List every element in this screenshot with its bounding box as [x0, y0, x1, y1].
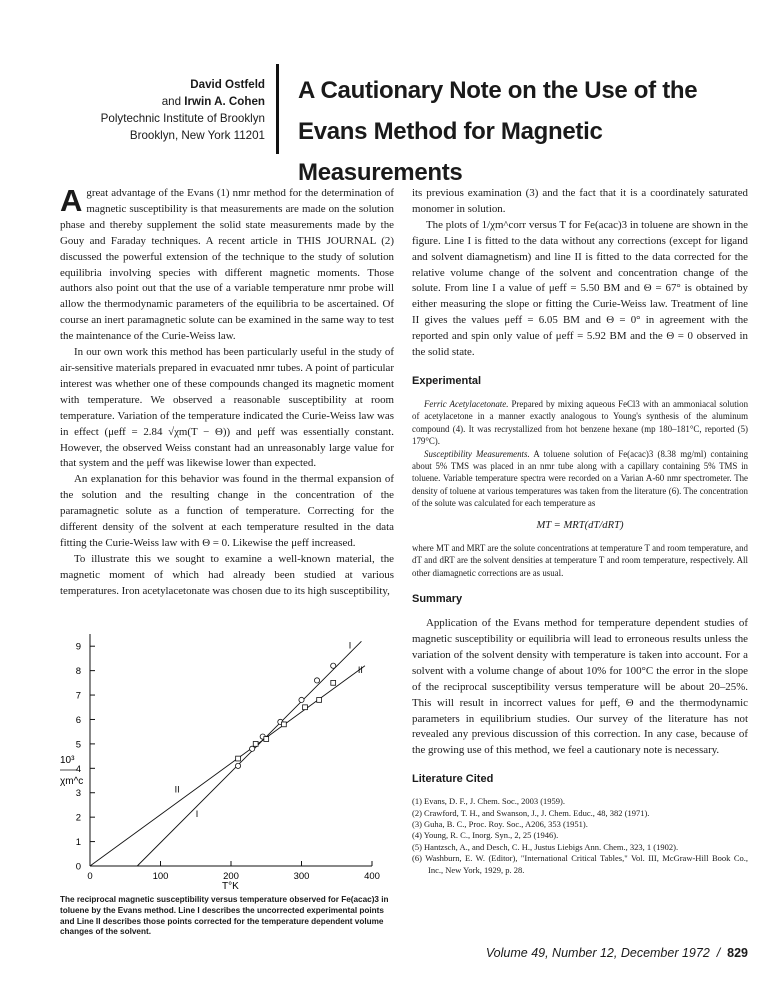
data-point-II — [264, 737, 269, 742]
y-tick-label: 8 — [75, 666, 81, 678]
y-tick-label: 6 — [75, 714, 81, 726]
x-axis-label: T°K — [222, 881, 239, 892]
series-line-I — [137, 641, 361, 866]
reference-item: (3) Guha, B. C., Proc. Roy. Soc., A206, 353 (1951). — [412, 818, 588, 829]
y-tick-label: 0 — [75, 861, 81, 873]
experimental-text — [412, 398, 748, 579]
affiliation-1: Polytechnic Institute of Brooklyn — [100, 112, 265, 125]
paragraph-3: An explanation for this behavior was found in the thermal expansion of the solution and the resulting change in the concentration of the paramagnetic solute as a function of temperature. Correcting for the different density of the solvent at each temperature resulted in the data fitting the Curie-Weiss law with Θ = 0. Likewise the μeff increased. — [60, 473, 394, 549]
article-title — [298, 70, 748, 193]
title-line-1: A Cautionary Note on the Use of the — [298, 77, 698, 104]
data-point-I — [250, 746, 255, 751]
data-point-II — [236, 756, 241, 761]
paragraph-4: To illustrate this we sought to examine a well-known material, the magnetic moment of which had already been studied at various temperatures. Iron acetylacetonate was chosen due to its high susceptibility, — [60, 552, 394, 597]
data-point-II — [331, 680, 336, 685]
right-paragraph-1: its previous examination (3) and the fact that it is a coordinately saturated monomer in solution. — [412, 187, 748, 215]
line-label: II — [174, 784, 180, 795]
y-tick-label: 5 — [75, 739, 81, 751]
data-point-II — [281, 722, 286, 727]
y-tick-label: 2 — [75, 812, 81, 824]
y-axis-label-bottom: χm^c — [60, 776, 84, 787]
title-line-2: Evans Method for Magnetic Measurements — [298, 118, 603, 186]
section-literature: Literature Cited — [412, 773, 494, 786]
reference-list — [412, 796, 748, 876]
intro-paragraph — [60, 183, 394, 345]
reference-item: (1) Evans, D. F., J. Chem. Soc., 2003 (1959). — [412, 796, 566, 807]
x-tick-label: 100 — [152, 871, 169, 882]
reference-item: (2) Crawford, T. H., and Swanson, J., J. Chem. Educ., 48, 382 (1971). — [412, 807, 650, 818]
section-experimental: Experimental — [412, 374, 482, 387]
data-point-I — [331, 663, 336, 668]
paragraph-1: great advantage of the Evans (1) nmr method for the determination of magnetic susceptibility is that measurements are made on the solution phase and thereby supplement the solid state measurements made by the Gouy and Faraday techniques. A recent article in THIS JOURNAL (2) discussed the powerful extension of the technique to the study of solution equilibria involving species with different magnetic moments. Those authors also point out that the use of a variable temperature nmr probe will allow the thermodynamic parameters of the equilibria to be ascertained. Of course an inert paramagnetic solute can be examined in the same way to test the maintenance of the Curie-Weiss law. — [60, 187, 394, 343]
x-tick-label: 0 — [87, 871, 93, 882]
exp-head-1: Ferric Acetylacetonate. — [424, 398, 509, 409]
figure-ticks — [76, 642, 380, 882]
title-divider — [276, 64, 279, 154]
data-point-I — [299, 697, 304, 702]
and-word: and — [161, 95, 182, 108]
affiliation-2: Brooklyn, New York 11201 — [129, 129, 265, 142]
exp-paragraph-3: where MT and MRT are the solute concentrations at temperature T and room temperature, and dT and dRT are the solvent densities at temperature T and room temperature, respectively. All other diamagnetic corrections are as usual. — [412, 542, 748, 578]
summary-paragraph: Application of the Evans method for temperature dependent studies of magnetic susceptibility or equilibria will lead to erroneous results unless the variation of the solvent density with temperature is taken into account. For a solvent with a volume change of about 10% for 100°C the error in the slope of the reciprocal susceptibility versus temperature will be about 20–25%. This will result in incorrect values for μeff, Θ and the thermodynamic parameters in equilibrium studies. Our survey of the literature has not revealed any previous discussion of this correction. In any case, because of the growing use of this method, we feel a cautionary note is necessary. — [412, 617, 748, 757]
y-axis-label-top: 10³ — [60, 755, 75, 766]
section-summary: Summary — [412, 593, 463, 606]
author-2: Irwin A. Cohen — [184, 95, 265, 108]
y-tick-label: 4 — [75, 763, 81, 775]
data-point-I — [314, 678, 319, 683]
page-footer: Volume 49, Number 12, December 1972 / 829 — [485, 946, 748, 960]
series-line-II — [90, 666, 365, 866]
right-column — [412, 186, 748, 876]
reference-item: (4) Young, R. C., Inorg. Syn., 2, 25 (1946). — [412, 830, 559, 841]
equation: MT = MRT(dT/dRT) — [536, 519, 624, 531]
reference-item: (5) Hantzsch, A., and Desch, C. H., Justus Liebigs Ann. Chem., 323, 1 (1902). — [412, 841, 679, 852]
exp-paragraph-2: A toluene solution of Fe(acac)3 (8.38 mg/ml) containing about 5% TMS was placed in an nmr tube along with a capillary containing 5% TMS in toluene. Variable temperature spectra were recorded on a Varian A-60 nmr spectrometer. The density of toluene at various temperatures was taken from the literature (6). The concentration of the solute was calculated for each temperature as — [412, 448, 749, 509]
susceptibility-figure — [56, 630, 396, 892]
paragraph-2: In our own work this method has been particularly useful in the study of air-sensitive materials prepared in evacuated nmr tubes. A point of particular interest was whether one of these compounds changed its magnetic moment with temperature. We observed a reasonable susceptibility at room temperature. Variation of the temperature indicated the Curie-Weiss law was in effect (μeff = 2.84 √χm(T − Θ)) and μeff was essentially constant. However, the observed Weiss constant had an unreasonably large value for that system and the μeff was likewise lower than expected. — [60, 346, 394, 470]
right-paragraph-2: The plots of 1/χm^corr versus T for Fe(acac)3 in toluene are shown in the figure. Line I is fitted to the data without any corrections (except for ligand and solvent diamagnetism) and line II is fitted to the data corrected for the relative volume change of the solvent and concentration change of the solute. From line I a value of μeff = 5.50 BM and Θ = 67° is obtained by either measuring the slope or fitting the Curie-Weiss law. Treatment of line II gives the values μeff = 6.05 BM and Θ = 0° in agreement with the reported and spin only value of μeff = 5.92 BM and the Θ = 0 observed in the solid state. — [412, 218, 748, 359]
y-tick-label: 7 — [75, 690, 81, 702]
data-point-II — [303, 705, 308, 710]
x-tick-label: 300 — [293, 871, 310, 882]
author-block — [60, 76, 265, 144]
reference-item: (6) Washburn, E. W. (Editor), "International Critical Tables," Vol. III, McGraw-Hill Book Co., Inc., New York, 1929, p. 28. — [412, 853, 748, 875]
line-label: I — [195, 809, 199, 820]
y-tick-label: 9 — [75, 641, 81, 653]
figure-lines — [90, 641, 365, 866]
x-tick-label: 400 — [364, 871, 380, 882]
drop-cap: A — [60, 183, 83, 218]
author-1: David Ostfeld — [190, 78, 265, 91]
x-tick-label: 200 — [223, 871, 239, 882]
exp-paragraph-1: Prepared by mixing aqueous FeCl3 with an ammoniacal solution of acetylacetone in a manner exactly analogous to Young's synthesis of the aluminum compound (4). It was recrystallized from hot benzene hexane (mp 180–181°C, reported (5) 179°C). — [412, 398, 749, 447]
exp-head-2: Susceptibility Measurements. — [424, 448, 530, 459]
figure-axes — [90, 634, 372, 866]
y-tick-label: 1 — [75, 837, 81, 849]
figure-caption: The reciprocal magnetic susceptibility versus temperature observed for Fe(acac)3 in toluene by the Evans method. Line I describes the uncorrected experimental points and Line II describes those points corrected for the temperature dependent volume changes of the solvent. — [60, 895, 389, 937]
data-point-II — [317, 698, 322, 703]
data-point-II — [253, 741, 258, 746]
line-label: II — [357, 665, 363, 676]
y-tick-label: 3 — [75, 788, 81, 800]
left-column — [60, 183, 394, 600]
data-point-I — [235, 763, 240, 768]
line-label: I — [348, 640, 352, 651]
